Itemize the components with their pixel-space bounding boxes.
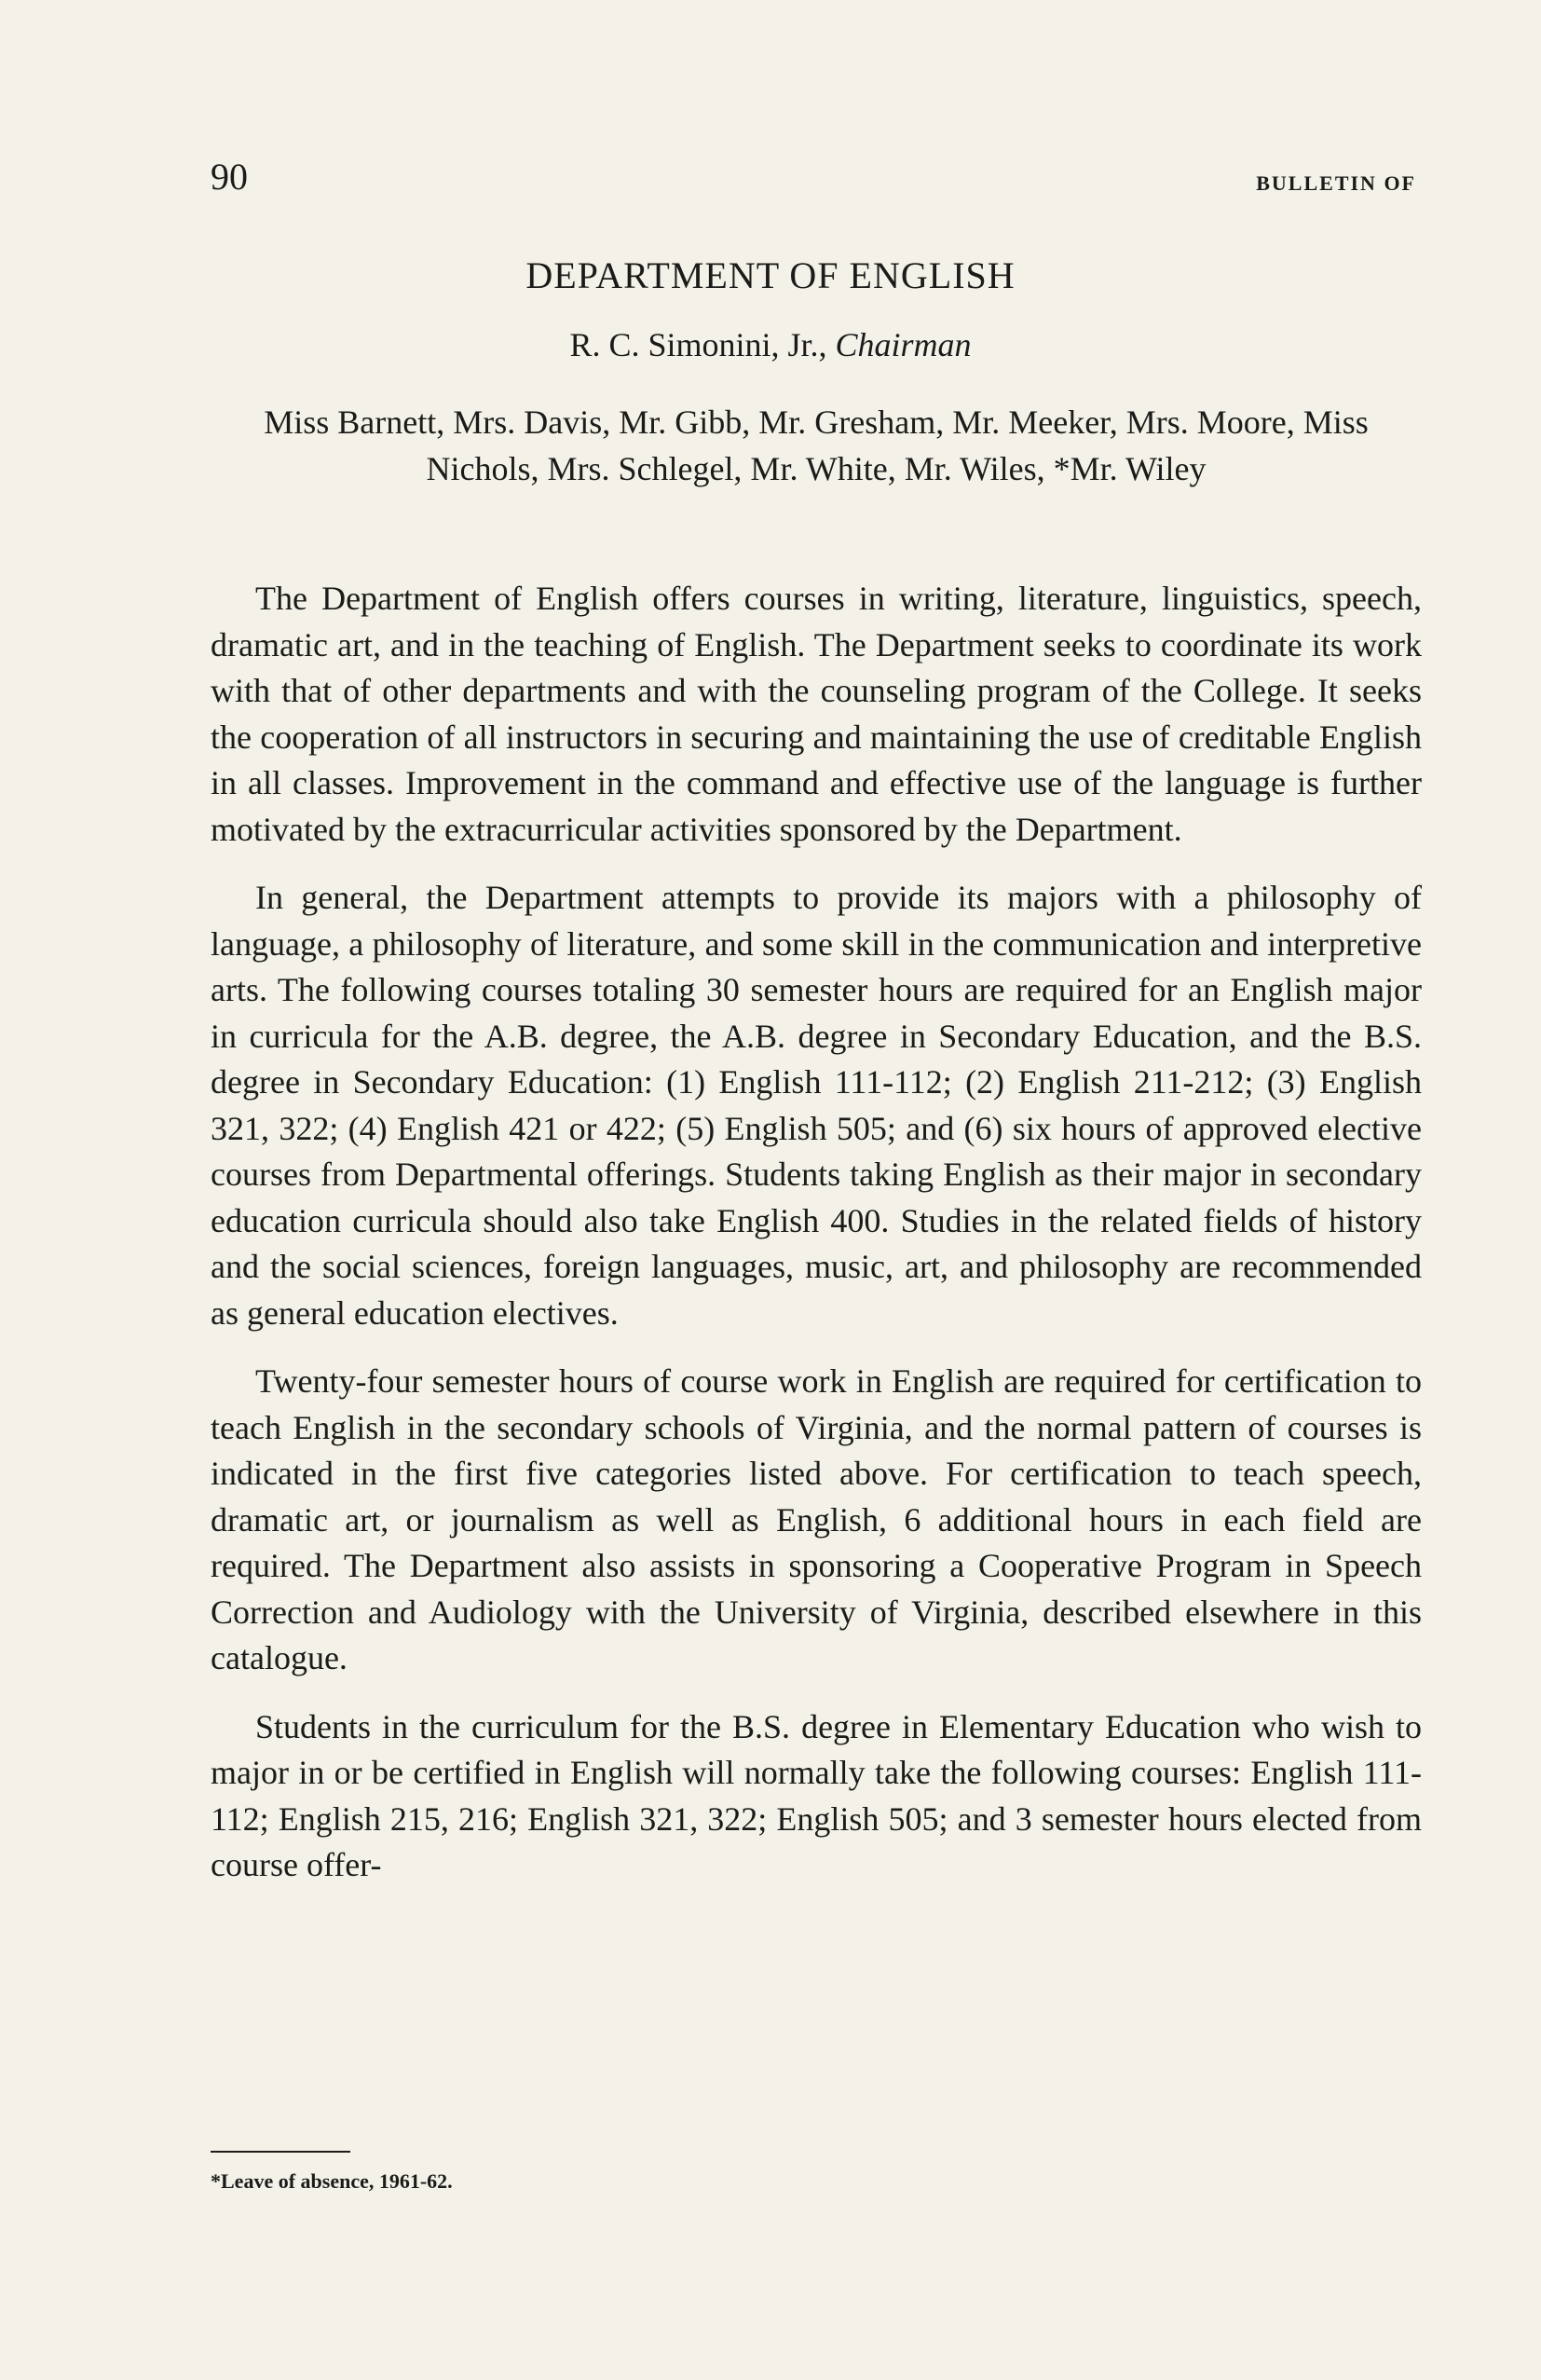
- running-head: BULLETIN OF: [1256, 171, 1416, 195]
- faculty-list: Miss Barnett, Mrs. Davis, Mr. Gibb, Mr. Gresham, Mr. Meeker, Mrs. Moore, Miss Nichols, Mrs. Schlegel, Mr. White, Mr. Wiles, *Mr. Wiley: [264, 404, 1369, 487]
- paragraph-certification: Twenty-four semester hours of course work in English are required for certification to teach English in the secondary schools of Virginia, and the normal pattern of courses is indicated in the first five categories listed above. For certification to teach speech, dramatic art, or journalism as well as English, 6 additional hours in each field are required. The Department also assists in sponsoring a Cooperative Program in Speech Correction and Audiology with the University of Virginia, described elsewhere in this catalogue.: [211, 1362, 1422, 1676]
- body-text: [211, 576, 1422, 1889]
- page-number: 90: [211, 156, 248, 198]
- chairman-name: R. C. Simonini, Jr.,: [569, 326, 836, 363]
- chairman-line: [0, 328, 1541, 362]
- department-title: DEPARTMENT OF ENGLISH: [525, 254, 1016, 296]
- paragraph-major-requirements: In general, the Department attempts to provide its majors with a philosophy of language, a philosophy of literature, and some skill in the communication and interpretive arts. The following courses totaling 30 semester hours are required for an English major in curricula for the A.B. degree, the A.B. degree in Secondary Education, and the B.S. degree in Secondary Education: (1) English 111-112; (2) English 211-212; (3) English 321, 322; (4) English 421 or 422; (5) English 505; and (6) six hours of approved elective courses from Departmental offerings. Students taking English as their major in secondary education curricula should also take English 400. Studies in the related fields of history and the social sciences, foreign languages, music, art, and philosophy are recommended as general education electives.: [211, 879, 1422, 1332]
- footnote: *Leave of absence, 1961-62.: [211, 2169, 453, 2193]
- paragraph-elementary-education: Students in the curriculum for the B.S. degree in Elementary Education who wish to major in or be certified in English will normally take the following courses: English 111-112; English 215, 216; English 321, 322; English 505; and 3 semester hours elected from course offer-: [211, 1707, 1422, 1883]
- footnote-divider: [211, 2151, 350, 2153]
- chairman-role: Chairman: [835, 326, 972, 363]
- paragraph-overview: The Department of English offers courses in writing, literature, linguistics, speech, dramatic art, and in the teaching of English. The Department seeks to coordinate its work with that of other departments and with the counseling program of the College. It seeks the cooperation of all instructors in securing and maintaining the use of creditable English in all classes. Improvement in the command and effective use of the language is further motivated by the extracurricular activities sponsored by the Department.: [211, 580, 1422, 848]
